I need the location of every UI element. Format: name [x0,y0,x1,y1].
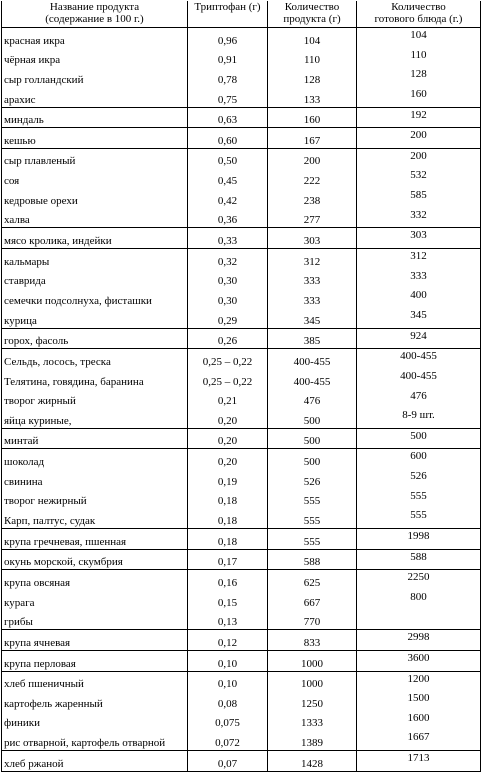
dish-quantity: 200 [357,128,481,149]
dish-quantity: 476 [357,389,481,409]
table-row [2,328,481,349]
product-quantity: 500 [268,408,357,428]
product-name: творог нежирный [2,489,188,509]
table-row [2,228,481,249]
tryptophan-value: 0,30 [188,269,268,289]
product-name: миндаль [2,107,188,128]
product-name: минтай [2,428,188,449]
product-name: крупа овсяная [2,570,188,590]
product-name: шоколад [2,449,188,469]
tryptophan-value: 0,26 [188,328,268,349]
tryptophan-value: 0,15 [188,590,268,610]
dish-quantity: 555 [357,489,481,509]
dish-quantity: 1200 [357,671,481,691]
tryptophan-value: 0,18 [188,508,268,528]
dish-quantity: 1500 [357,691,481,711]
product-quantity: 222 [268,168,357,188]
product-name: горох, фасоль [2,328,188,349]
table-row [2,489,481,509]
product-quantity: 333 [268,269,357,289]
table-row [2,469,481,489]
table-row [2,751,481,772]
product-name: чёрная икра [2,48,188,68]
header-quantity [268,1,357,28]
product-quantity: 110 [268,48,357,68]
dish-quantity: 345 [357,308,481,328]
product-name: грибы [2,610,188,630]
dish-quantity: 600 [357,449,481,469]
product-quantity: 476 [268,389,357,409]
table-row [2,107,481,128]
table-row [2,630,481,651]
tryptophan-value: 0,25 – 0,22 [188,349,268,369]
table-row [2,428,481,449]
header-tryptophan-line-1: Триптофан (г) [194,1,261,13]
product-name: хлеб ржаной [2,751,188,772]
product-quantity: 345 [268,308,357,328]
dish-quantity: 585 [357,188,481,208]
tryptophan-table [1,1,481,772]
table-row [2,269,481,289]
table-row [2,389,481,409]
product-quantity: 277 [268,208,357,228]
table-row [2,691,481,711]
dish-quantity: 3600 [357,650,481,671]
tryptophan-value: 0,19 [188,469,268,489]
tryptophan-value: 0,16 [188,570,268,590]
product-name: курага [2,590,188,610]
product-name: рис отварной, картофель отварной [2,730,188,750]
product-name: свинина [2,469,188,489]
tryptophan-value: 0,12 [188,630,268,651]
dish-quantity: 332 [357,208,481,228]
table-row [2,87,481,107]
dish-quantity: 400 [357,288,481,308]
product-quantity: 555 [268,508,357,528]
tryptophan-value: 0,21 [188,389,268,409]
dish-quantity: 128 [357,67,481,87]
tryptophan-value: 0,60 [188,128,268,149]
tryptophan-value: 0,20 [188,428,268,449]
tryptophan-value: 0,45 [188,168,268,188]
tryptophan-value: 0,08 [188,691,268,711]
tryptophan-value: 0,10 [188,650,268,671]
table-row [2,148,481,168]
product-name: Телятина, говядина, баранина [2,369,188,389]
tryptophan-value: 0,78 [188,67,268,87]
table-row [2,730,481,750]
header-product [2,1,188,28]
product-quantity: 160 [268,107,357,128]
dish-quantity: 400-455 [357,369,481,389]
dish-quantity: 924 [357,328,481,349]
table-row [2,349,481,369]
table-row [2,369,481,389]
product-name: крупа перловая [2,650,188,671]
dish-quantity: 303 [357,228,481,249]
header-quantity-line-1: Количество [284,1,340,13]
tryptophan-value: 0,36 [188,208,268,228]
table-row [2,610,481,630]
product-name: халва [2,208,188,228]
product-name: сыр плавленый [2,148,188,168]
dish-quantity: 104 [357,28,481,48]
table-row [2,48,481,68]
product-name: крупа ячневая [2,630,188,651]
dish-quantity: 160 [357,87,481,107]
product-quantity: 1250 [268,691,357,711]
tryptophan-value: 0,96 [188,28,268,48]
table-row [2,128,481,149]
header-quantity-line-2: продукта (г) [283,13,341,25]
tryptophan-value: 0,10 [188,671,268,691]
dish-quantity: 1600 [357,711,481,731]
dish-quantity: 2250 [357,570,481,590]
dish-quantity: 555 [357,508,481,528]
dish-quantity: 800 [357,590,481,610]
table-row [2,449,481,469]
table-row [2,590,481,610]
product-name: кедровые орехи [2,188,188,208]
table-row [2,508,481,528]
product-name: финики [2,711,188,731]
product-quantity: 312 [268,249,357,269]
dish-quantity: 333 [357,269,481,289]
tryptophan-value: 0,63 [188,107,268,128]
table-row [2,671,481,691]
product-quantity: 400-455 [268,369,357,389]
product-name: сыр голландский [2,67,188,87]
product-name: окунь морской, скумбрия [2,549,188,570]
dish-quantity: 1667 [357,730,481,750]
product-quantity: 1428 [268,751,357,772]
dish-quantity: 8-9 шт. [357,408,481,428]
tryptophan-value: 0,50 [188,148,268,168]
tryptophan-value: 0,32 [188,249,268,269]
table-row [2,28,481,48]
product-quantity: 385 [268,328,357,349]
product-name: ставрида [2,269,188,289]
product-name: яйца куриные, [2,408,188,428]
header-dish [357,1,481,28]
product-quantity: 167 [268,128,357,149]
product-quantity: 500 [268,428,357,449]
tryptophan-value: 0,17 [188,549,268,570]
tryptophan-value: 0,30 [188,288,268,308]
tryptophan-value: 0,33 [188,228,268,249]
product-name: соя [2,168,188,188]
product-name: кешью [2,128,188,149]
product-name: картофель жаренный [2,691,188,711]
table-row [2,249,481,269]
table-row [2,570,481,590]
tryptophan-value: 0,29 [188,308,268,328]
product-name: творог жирный [2,389,188,409]
product-quantity: 128 [268,67,357,87]
tryptophan-value: 0,18 [188,529,268,550]
product-quantity: 104 [268,28,357,48]
header-product-line-2: (содержание в 100 г.) [45,13,144,25]
product-quantity: 303 [268,228,357,249]
tryptophan-value: 0,18 [188,489,268,509]
dish-quantity: 192 [357,107,481,128]
product-quantity: 526 [268,469,357,489]
dish-quantity: 588 [357,549,481,570]
tryptophan-value: 0,75 [188,87,268,107]
table-row [2,650,481,671]
product-name: кальмары [2,249,188,269]
tryptophan-value: 0,13 [188,610,268,630]
header-tryptophan [188,1,268,28]
table-header-row [2,1,481,28]
tryptophan-value: 0,25 – 0,22 [188,369,268,389]
product-name: Карп, палтус, судак [2,508,188,528]
product-quantity: 238 [268,188,357,208]
table-row [2,549,481,570]
dish-quantity: 1713 [357,751,481,772]
dish-quantity: 400-455 [357,349,481,369]
product-quantity: 133 [268,87,357,107]
dish-quantity [357,610,481,630]
dish-quantity: 200 [357,148,481,168]
product-quantity: 625 [268,570,357,590]
table-row [2,288,481,308]
header-dish-line-2: готового блюда (г.) [374,13,463,25]
product-quantity: 833 [268,630,357,651]
tryptophan-value: 0,072 [188,730,268,750]
product-quantity: 555 [268,489,357,509]
product-quantity: 1000 [268,671,357,691]
dish-quantity: 1998 [357,529,481,550]
tryptophan-value: 0,42 [188,188,268,208]
table-row [2,308,481,328]
product-quantity: 333 [268,288,357,308]
product-quantity: 1389 [268,730,357,750]
product-name: семечки подсолнуха, фисташки [2,288,188,308]
product-quantity: 200 [268,148,357,168]
product-name: Сельдь, лосось, треска [2,349,188,369]
product-name: мясо кролика, индейки [2,228,188,249]
product-quantity: 1000 [268,650,357,671]
tryptophan-value: 0,07 [188,751,268,772]
table-row [2,188,481,208]
table-body [2,28,481,772]
table-row [2,67,481,87]
product-quantity: 1333 [268,711,357,731]
tryptophan-value: 0,91 [188,48,268,68]
tryptophan-value: 0,20 [188,408,268,428]
header-product-line-1: Название продукта [49,1,140,13]
product-name: арахис [2,87,188,107]
dish-quantity: 532 [357,168,481,188]
product-name: хлеб пшеничный [2,671,188,691]
table-row [2,711,481,731]
product-quantity: 555 [268,529,357,550]
dish-quantity: 312 [357,249,481,269]
product-quantity: 500 [268,449,357,469]
dish-quantity: 500 [357,428,481,449]
dish-quantity: 526 [357,469,481,489]
table-row [2,168,481,188]
product-quantity: 588 [268,549,357,570]
dish-quantity: 2998 [357,630,481,651]
product-quantity: 667 [268,590,357,610]
tryptophan-value: 0,075 [188,711,268,731]
product-quantity: 400-455 [268,349,357,369]
product-name: курица [2,308,188,328]
dish-quantity: 110 [357,48,481,68]
header-dish-line-1: Количество [391,1,446,13]
product-name: крупа гречневая, пшенная [2,529,188,550]
tryptophan-value: 0,20 [188,449,268,469]
product-quantity: 770 [268,610,357,630]
table-row [2,208,481,228]
table-row [2,529,481,550]
table-row [2,408,481,428]
product-name: красная икра [2,28,188,48]
